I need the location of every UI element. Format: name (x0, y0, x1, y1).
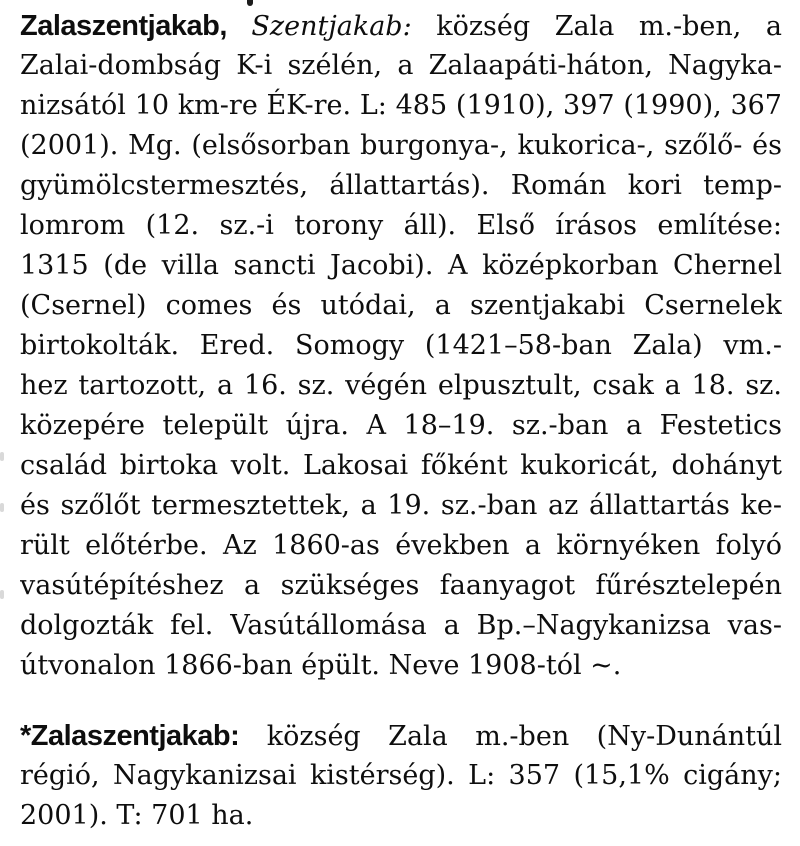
text-line: dolgozták fel. Vasútállomása a Bp.–Nagykanizsa vas- (20, 610, 782, 641)
text-line: nizsától 10 km-re ÉK-re. L: 485 (1910), 397 (1990), 367 (20, 90, 782, 121)
text-line: 2001). T: 701 ha. (20, 800, 254, 831)
line-text: község Zala m.-ben, a (436, 11, 782, 42)
text-line: útvonalon 1866-ban épült. Neve 1908-tól ~. (20, 650, 622, 681)
text-line: Zalai-dombság K-i szélén, a Zalaapáti-háton, Nagyka- (20, 50, 782, 81)
text-line: (Csernel) comes és utódai, a szentjakabi Csernelek (20, 290, 782, 321)
text-line: rült előtérbe. Az 1860-as években a környéken folyó (20, 530, 782, 561)
scan-smudge (0, 590, 4, 599)
text-line: gyümölcstermesztés, állattartás). Román kori temp- (20, 170, 782, 201)
text-line: és szőlőt termesztettek, a 19. sz.-ban az állattartás ke- (20, 490, 782, 521)
text-line: lomrom (12. sz.-i torony áll). Első írásos említése: (20, 210, 782, 241)
entry-zalaszentjakab-starred (20, 716, 782, 836)
headword: *Zalaszentjakab: (20, 720, 240, 752)
line-text: község Zala m.-ben (Ny-Dunántúl (266, 721, 782, 752)
variant-name: Szentjakab: (251, 11, 412, 42)
scan-smudge (0, 503, 4, 512)
text-line: család birtoka volt. Lakosai főként kukoricát, dohányt (20, 450, 782, 481)
text-line: közepére települt újra. A 18–19. sz.-ban a Festetics (20, 410, 782, 441)
text-line: vasútépítéshez a szükséges faanyagot fűrésztelepén (20, 570, 782, 601)
text-line (20, 6, 782, 46)
text-line: 1315 (de villa sancti Jacobi). A középkorban Chernel (20, 250, 782, 281)
scan-artifact (247, 0, 253, 6)
text-line: hez tartozott, a 16. sz. végén elpusztult, csak a 18. sz. (20, 370, 782, 401)
entry-zalaszentjakab (20, 6, 782, 686)
headword: Zalaszentjakab, (20, 10, 227, 42)
text-line: (2001). Mg. (elsősorban burgonya-, kukorica-, szőlő- és (20, 130, 782, 161)
text-line (20, 716, 782, 756)
scan-smudge (0, 452, 4, 461)
text-line: régió, Nagykanizsai kistérség). L: 357 (15,1% cigány; (20, 760, 782, 791)
text-line: birtokolták. Ered. Somogy (1421–58-ban Zala) vm.- (20, 330, 782, 361)
